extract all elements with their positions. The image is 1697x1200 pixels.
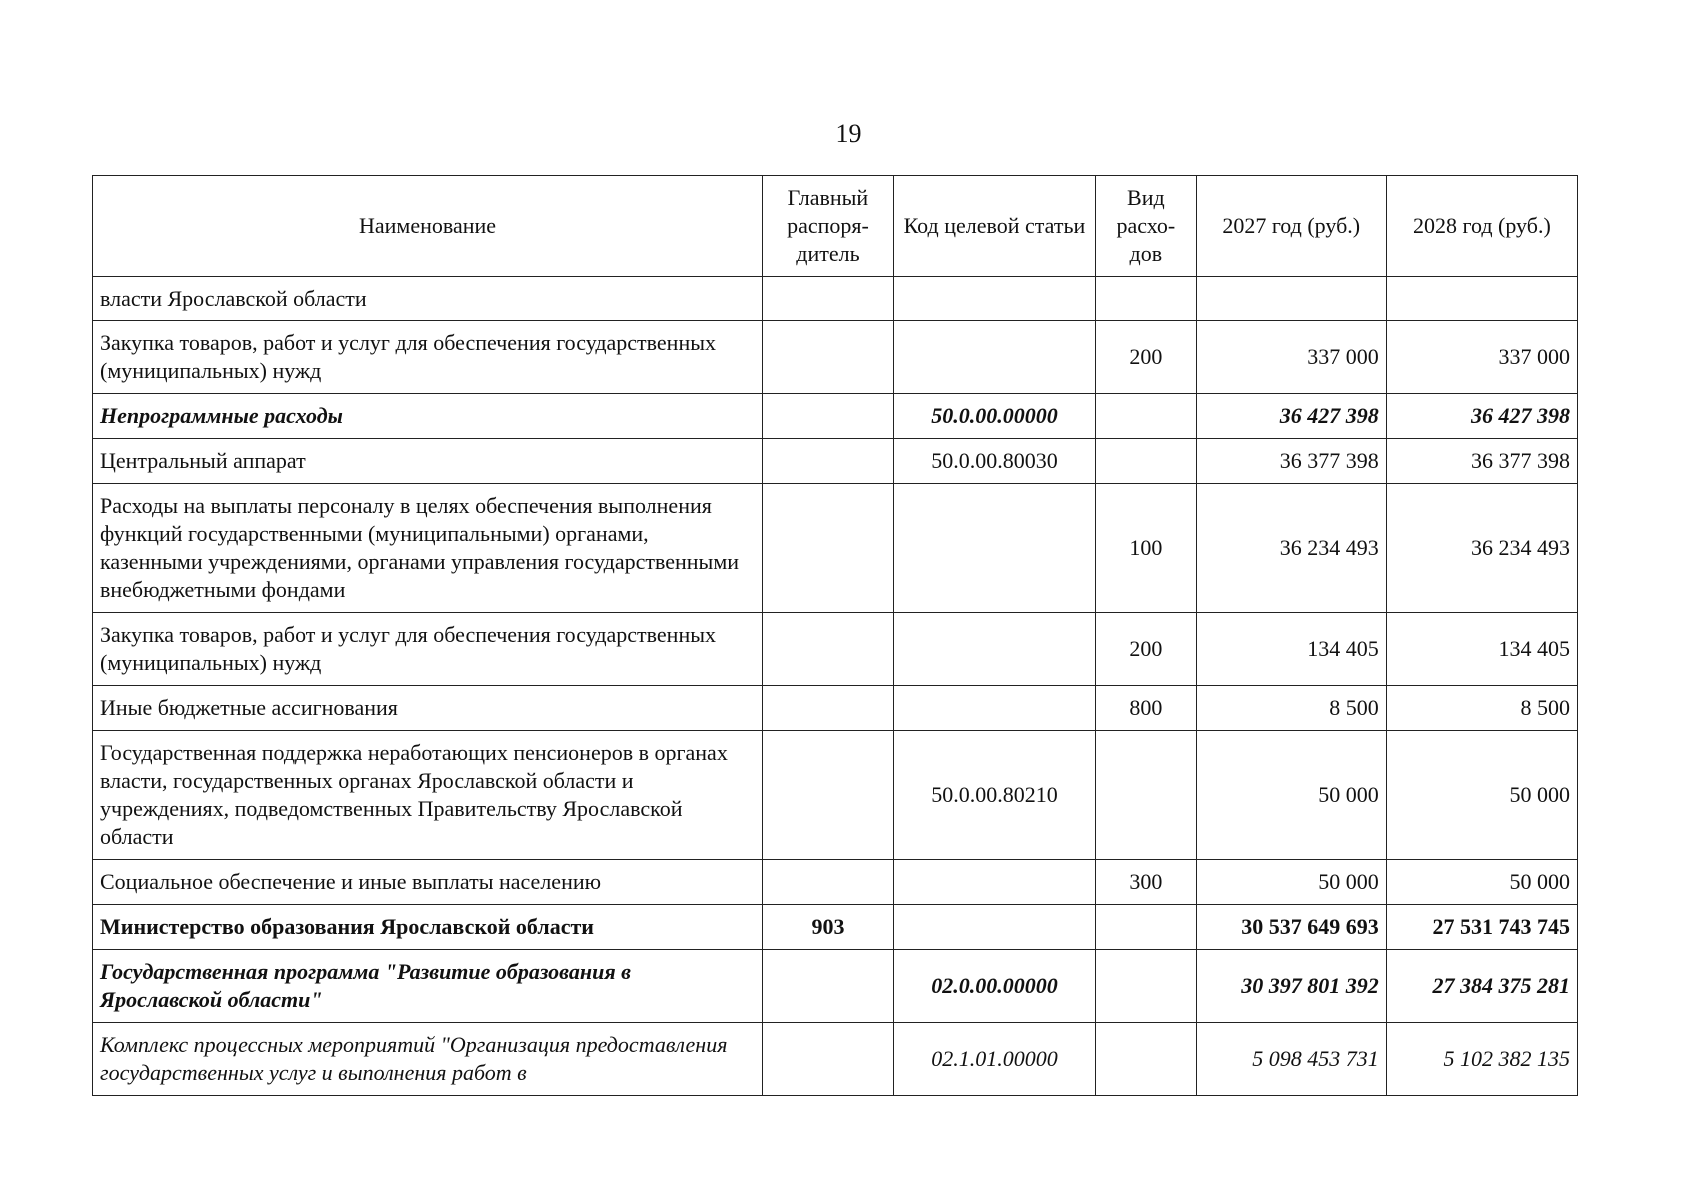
cell-name: Закупка товаров, работ и услуг для обеспечения государственных (муниципальных) нужд [93,613,763,686]
cell-code [893,905,1095,950]
page-number: 19 [835,119,862,148]
cell-admin [763,439,894,484]
table-row [93,321,1578,394]
table-row [93,484,1578,613]
cell-admin [763,484,894,613]
header-type: Вид расхо-дов [1096,176,1197,277]
cell-2028: 27 384 375 281 [1386,950,1577,1023]
cell-2028: 134 405 [1386,613,1577,686]
header-2027: 2027 год (руб.) [1196,176,1386,277]
cell-name: Социальное обеспечение и иные выплаты населению [93,860,763,905]
cell-type [1096,950,1197,1023]
header-2028: 2028 год (руб.) [1386,176,1577,277]
cell-code [893,860,1095,905]
cell-name: власти Ярославской области [93,277,763,321]
cell-type [1096,1023,1197,1096]
cell-type: 100 [1096,484,1197,613]
cell-code [893,613,1095,686]
cell-name: Непрограммные расходы [93,394,763,439]
cell-2028: 50 000 [1386,860,1577,905]
cell-2028: 36 377 398 [1386,439,1577,484]
cell-code [893,686,1095,731]
table-row [93,860,1578,905]
cell-admin [763,321,894,394]
cell-2028: 27 531 743 745 [1386,905,1577,950]
table-row [93,439,1578,484]
budget-table [92,175,1578,1096]
cell-code: 02.1.01.00000 [893,1023,1095,1096]
cell-type [1096,439,1197,484]
cell-name: Центральный аппарат [93,439,763,484]
cell-2027 [1196,277,1386,321]
header-admin: Главный распоря-дитель [763,176,894,277]
cell-admin [763,860,894,905]
table-row [93,394,1578,439]
header-code: Код целевой статьи [893,176,1095,277]
cell-type: 300 [1096,860,1197,905]
cell-name: Министерство образования Ярославской области [93,905,763,950]
cell-name: Государственная программа "Развитие образования в Ярославской области" [93,950,763,1023]
cell-2028: 8 500 [1386,686,1577,731]
cell-name: Иные бюджетные ассигнования [93,686,763,731]
cell-2027: 30 537 649 693 [1196,905,1386,950]
cell-code: 02.0.00.00000 [893,950,1095,1023]
table-row [93,905,1578,950]
cell-2027: 337 000 [1196,321,1386,394]
cell-admin [763,686,894,731]
cell-2027: 50 000 [1196,860,1386,905]
cell-code [893,484,1095,613]
cell-2027: 8 500 [1196,686,1386,731]
cell-2028: 5 102 382 135 [1386,1023,1577,1096]
cell-admin: 903 [763,905,894,950]
cell-2028: 50 000 [1386,731,1577,860]
cell-2028: 36 427 398 [1386,394,1577,439]
cell-code [893,321,1095,394]
table-row [93,1023,1578,1096]
cell-type [1096,905,1197,950]
cell-type [1096,394,1197,439]
cell-type: 200 [1096,613,1197,686]
cell-2027: 36 377 398 [1196,439,1386,484]
table-row [93,731,1578,860]
cell-admin [763,950,894,1023]
cell-admin [763,277,894,321]
cell-2028: 36 234 493 [1386,484,1577,613]
cell-name: Комплекс процессных мероприятий "Организация предоставления государственных услуг и выполнения работ в [93,1023,763,1096]
cell-type [1096,731,1197,860]
cell-2027: 36 427 398 [1196,394,1386,439]
cell-2027: 50 000 [1196,731,1386,860]
cell-admin [763,731,894,860]
table-header-row [93,176,1578,277]
cell-type: 800 [1096,686,1197,731]
table-row [93,686,1578,731]
cell-type [1096,277,1197,321]
cell-2028 [1386,277,1577,321]
cell-2027: 5 098 453 731 [1196,1023,1386,1096]
cell-2028: 337 000 [1386,321,1577,394]
cell-code: 50.0.00.80030 [893,439,1095,484]
cell-2027: 36 234 493 [1196,484,1386,613]
header-name: Наименование [93,176,763,277]
cell-admin [763,613,894,686]
cell-2027: 134 405 [1196,613,1386,686]
cell-type: 200 [1096,321,1197,394]
cell-code: 50.0.00.00000 [893,394,1095,439]
cell-name: Государственная поддержка неработающих пенсионеров в органах власти, государственных органах Ярославской области и учреждениях, подведомственных Правительству Ярославской области [93,731,763,860]
table-row [93,613,1578,686]
cell-code: 50.0.00.80210 [893,731,1095,860]
cell-admin [763,394,894,439]
table-row [93,950,1578,1023]
cell-name: Закупка товаров, работ и услуг для обеспечения государственных (муниципальных) нужд [93,321,763,394]
cell-admin [763,1023,894,1096]
table-row [93,277,1578,321]
cell-code [893,277,1095,321]
cell-name: Расходы на выплаты персоналу в целях обеспечения выполнения функций государственными (муниципальными) органами, казенными учреждениями, органами управления государственными внебюджетными фондами [93,484,763,613]
cell-2027: 30 397 801 392 [1196,950,1386,1023]
